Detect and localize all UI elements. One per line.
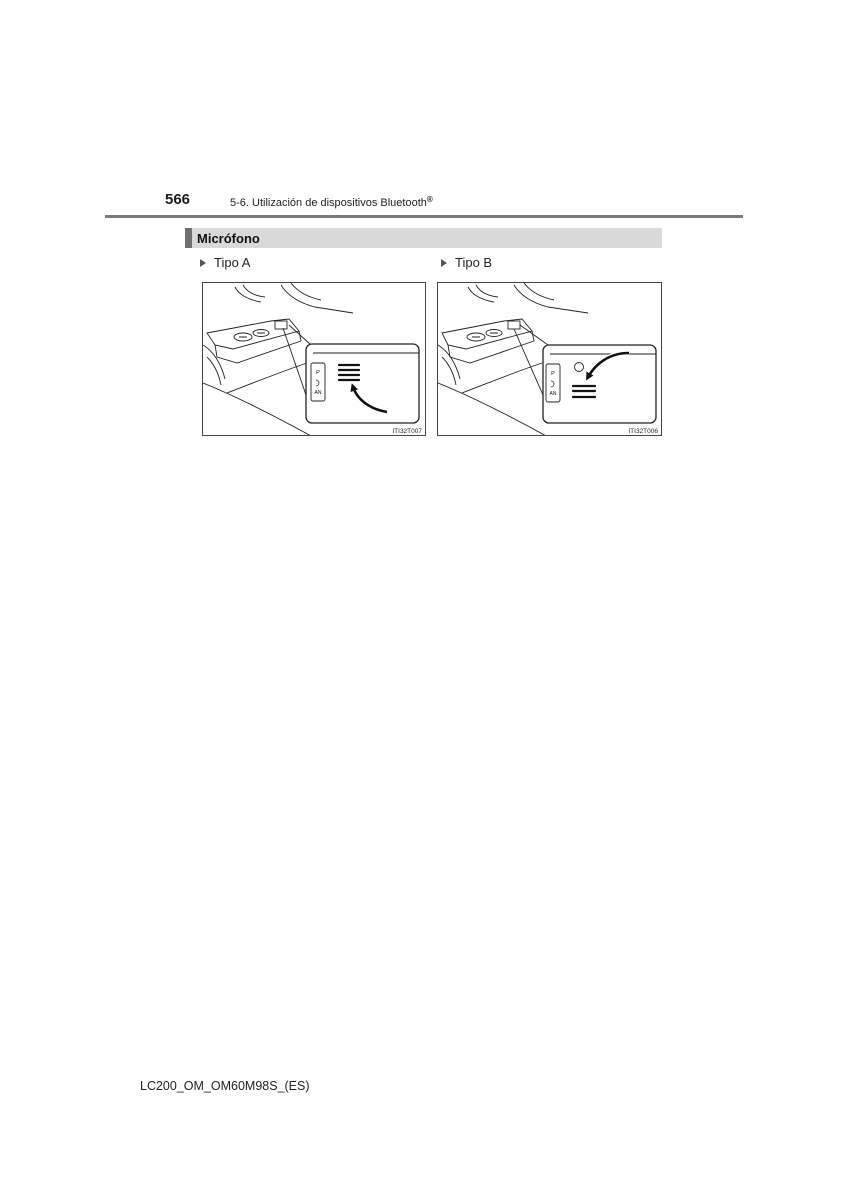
figure-tipo-b <box>437 282 662 436</box>
illustration-overhead-console-b <box>438 283 662 436</box>
registered-mark: ® <box>426 195 433 204</box>
illustration-overhead-console-a <box>203 283 426 436</box>
figure-label-text: Tipo B <box>455 255 493 270</box>
switch-label-an: AN <box>549 391 557 397</box>
chapter-header <box>230 195 433 209</box>
figure-code: ITI32T007 <box>392 428 422 435</box>
figure-label-text: Tipo A <box>214 255 251 270</box>
triangle-right-icon <box>441 259 447 267</box>
figure-label-tipo-b <box>441 255 492 270</box>
switch-label-p: P <box>551 371 555 377</box>
page-number: 566 <box>165 191 191 208</box>
triangle-right-icon <box>200 259 206 267</box>
section-title-bar <box>185 228 662 248</box>
chapter-header-text: 5-6. Utilización de dispositivos Bluetooth <box>230 197 427 209</box>
section-title: Micrófono <box>197 231 260 246</box>
switch-label-p: P <box>316 370 320 376</box>
section-title-stripe <box>185 228 192 248</box>
switch-label-an: AN <box>314 390 322 396</box>
document-code-footer: LC200_OM_OM60M98S_(ES) <box>140 1079 310 1093</box>
figure-code: ITI32T006 <box>628 428 658 435</box>
figure-label-tipo-a <box>200 255 250 270</box>
figure-tipo-a <box>202 282 426 436</box>
header-divider <box>105 215 743 218</box>
microphone-detail-inset <box>306 344 419 423</box>
microphone-detail-inset <box>543 345 656 423</box>
